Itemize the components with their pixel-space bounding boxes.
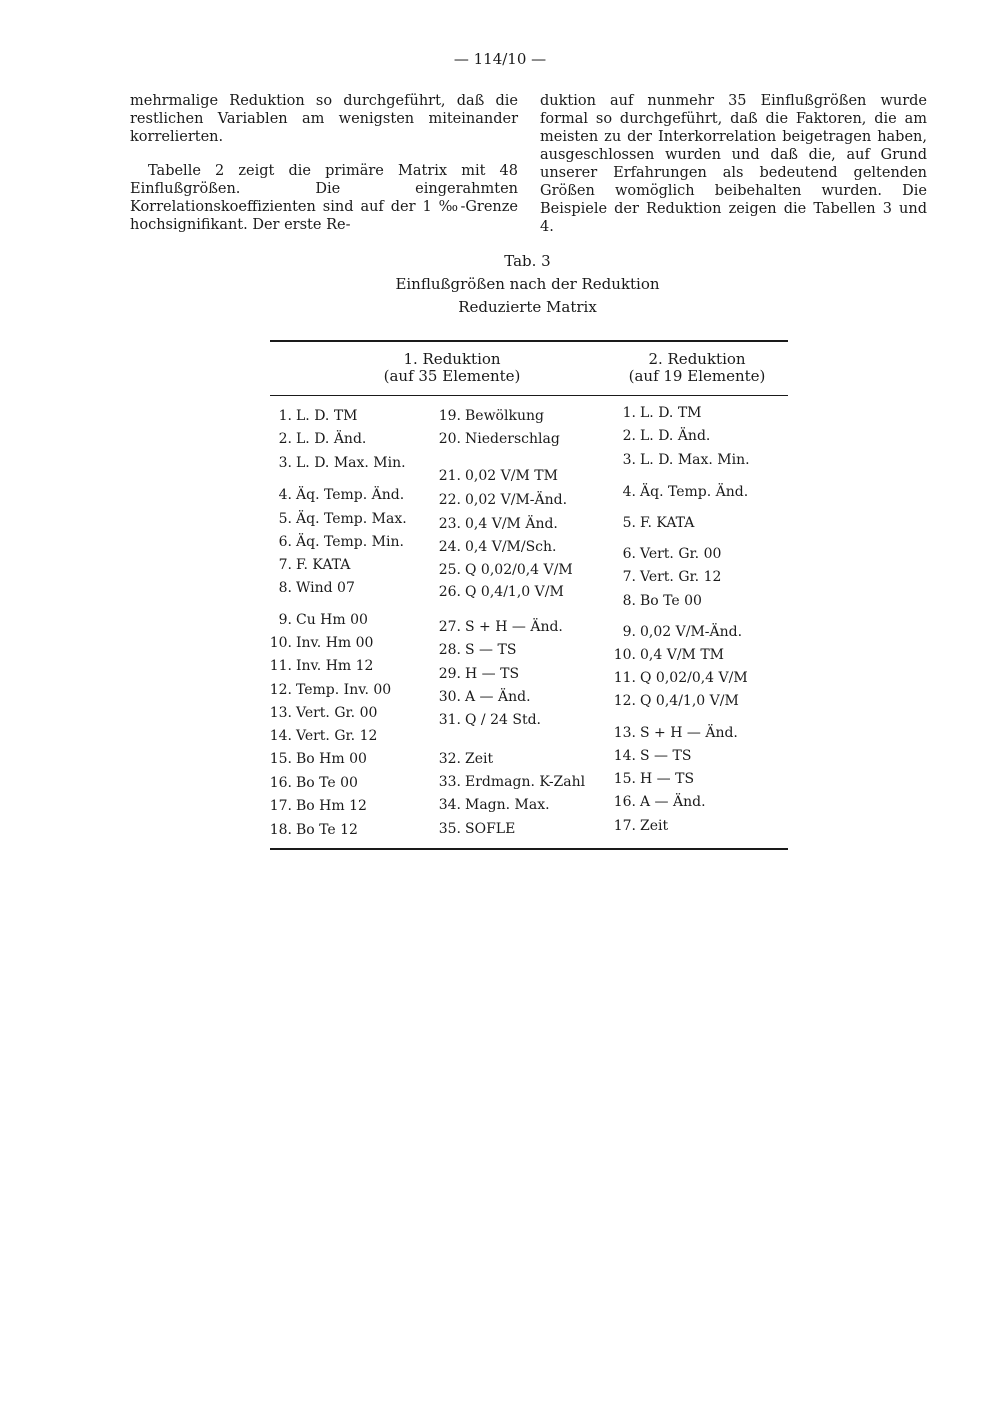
item-text: Vert. Gr. 00 xyxy=(640,546,722,562)
list-item xyxy=(268,408,358,424)
item-number: 2. xyxy=(622,428,636,444)
item-number: 3. xyxy=(622,452,636,468)
item-text: Inv. Hm 00 xyxy=(296,635,374,651)
item-number: 16. xyxy=(613,794,636,810)
item-text: Bo Te 00 xyxy=(296,775,358,791)
list-item xyxy=(268,798,367,814)
item-text: Äq. Temp. Max. xyxy=(296,511,407,527)
item-number: 21. xyxy=(438,468,461,484)
item-text: 0,4 V/M TM xyxy=(640,647,724,663)
item-number: 10. xyxy=(613,647,636,663)
list-item xyxy=(612,670,748,686)
item-text: A — Änd. xyxy=(640,794,706,810)
list-item xyxy=(437,516,558,532)
item-text: 0,4 V/M/Sch. xyxy=(465,539,557,555)
list-item xyxy=(437,797,550,813)
item-number: 1. xyxy=(622,405,636,421)
item-number: 14. xyxy=(269,728,292,744)
item-text: Äq. Temp. Änd. xyxy=(640,484,749,500)
item-text: Vert. Gr. 12 xyxy=(296,728,378,744)
item-number: 30. xyxy=(438,689,461,705)
item-text: 0,02 V/M-Änd. xyxy=(640,624,743,640)
list-item xyxy=(268,705,377,721)
item-text: 0,02 V/M TM xyxy=(465,468,558,484)
list-item xyxy=(612,405,702,421)
item-number: 14. xyxy=(613,748,636,764)
table-rule-top xyxy=(270,340,788,342)
item-text: Q 0,02/0,4 V/M xyxy=(465,562,573,578)
item-number: 5. xyxy=(278,511,292,527)
item-number: 10. xyxy=(269,635,292,651)
list-item xyxy=(268,658,373,674)
item-number: 29. xyxy=(438,666,461,682)
column-header-line: (auf 35 Elemente) xyxy=(383,367,521,385)
list-item xyxy=(437,562,573,578)
list-item xyxy=(612,771,694,787)
item-text: Q 0,4/1,0 V/M xyxy=(465,584,564,600)
item-text: F. KATA xyxy=(296,557,351,573)
item-text: S — TS xyxy=(640,748,692,764)
item-number: 31. xyxy=(438,712,461,728)
item-number: 13. xyxy=(269,705,292,721)
item-text: S — TS xyxy=(465,642,517,658)
text-column-right xyxy=(540,92,927,236)
column-header-line: 2. Reduktion xyxy=(648,350,746,368)
list-item xyxy=(437,774,585,790)
column-header-line: 1. Reduktion xyxy=(403,350,501,368)
item-text: H — TS xyxy=(640,771,695,787)
list-item xyxy=(437,431,560,447)
item-text: L. D. Max. Min. xyxy=(296,455,406,471)
list-item xyxy=(612,624,742,640)
list-item xyxy=(268,455,406,471)
item-text: L. D. Änd. xyxy=(640,428,711,444)
item-number: 13. xyxy=(613,725,636,741)
item-number: 11. xyxy=(269,658,292,674)
item-text: 0,4 V/M Änd. xyxy=(465,516,558,532)
list-item xyxy=(268,511,407,527)
item-number: 2. xyxy=(278,431,292,447)
item-text: A — Änd. xyxy=(465,689,531,705)
list-item xyxy=(268,557,350,573)
item-text: Äq. Temp. Änd. xyxy=(296,487,405,503)
item-number: 16. xyxy=(269,775,292,791)
item-number: 23. xyxy=(438,516,461,532)
list-item xyxy=(612,484,748,500)
list-item xyxy=(612,794,706,810)
item-text: Bewölkung xyxy=(465,408,544,424)
item-text: L. D. TM xyxy=(296,408,358,424)
item-number: 20. xyxy=(438,431,461,447)
item-number: 7. xyxy=(622,569,636,585)
column-header-line: (auf 19 Elemente) xyxy=(628,367,766,385)
list-item xyxy=(268,822,358,838)
item-number: 7. xyxy=(278,557,292,573)
item-text: Q / 24 Std. xyxy=(465,712,541,728)
item-number: 4. xyxy=(278,487,292,503)
list-item xyxy=(437,492,567,508)
item-number: 17. xyxy=(269,798,292,814)
item-number: 11. xyxy=(613,670,636,686)
item-number: 9. xyxy=(278,612,292,628)
item-text: Zeit xyxy=(640,818,669,834)
item-number: 27. xyxy=(438,619,461,635)
item-number: 6. xyxy=(622,546,636,562)
item-text: Wind 07 xyxy=(296,580,355,596)
list-item xyxy=(437,539,557,555)
item-number: 1. xyxy=(278,408,292,424)
item-number: 22. xyxy=(438,492,461,508)
item-text: Temp. Inv. 00 xyxy=(296,682,392,698)
list-item xyxy=(437,666,519,682)
item-text: 0,02 V/M-Änd. xyxy=(465,492,568,508)
column-header-reduktion-1 xyxy=(352,351,552,385)
item-number: 4. xyxy=(622,484,636,500)
item-text: Q 0,02/0,4 V/M xyxy=(640,670,748,686)
list-item xyxy=(268,682,391,698)
item-text: Cu Hm 00 xyxy=(296,612,368,628)
list-item xyxy=(612,693,739,709)
list-item xyxy=(268,534,404,550)
item-text: S + H — Änd. xyxy=(465,619,563,635)
item-number: 3. xyxy=(278,455,292,471)
list-item xyxy=(612,748,691,764)
item-number: 15. xyxy=(269,751,292,767)
item-number: 35. xyxy=(438,821,461,837)
item-number: 12. xyxy=(269,682,292,698)
item-text: H — TS xyxy=(465,666,520,682)
item-text: Erdmagn. K-Zahl xyxy=(465,774,586,790)
table-label: Tab. 3 xyxy=(504,252,551,270)
item-text: Äq. Temp. Min. xyxy=(296,534,404,550)
list-item xyxy=(268,751,367,767)
list-item xyxy=(437,751,493,767)
list-item xyxy=(437,619,563,635)
item-text: Q 0,4/1,0 V/M xyxy=(640,693,739,709)
item-text: S + H — Änd. xyxy=(640,725,738,741)
item-text: Bo Hm 12 xyxy=(296,798,367,814)
list-item xyxy=(268,612,368,628)
item-number: 33. xyxy=(438,774,461,790)
item-text: Vert. Gr. 12 xyxy=(640,569,722,585)
list-item xyxy=(437,689,531,705)
list-item xyxy=(268,487,404,503)
item-text: L. D. Änd. xyxy=(296,431,367,447)
item-text: L. D. TM xyxy=(640,405,702,421)
table-rule-mid xyxy=(270,395,788,396)
list-item xyxy=(437,821,515,837)
item-number: 32. xyxy=(438,751,461,767)
list-item xyxy=(268,728,377,744)
item-number: 15. xyxy=(613,771,636,787)
list-item xyxy=(612,818,668,834)
paragraph: duktion auf nunmehr 35 Einflußgrößen wurde formal so durchgeführt, daß die Faktoren, die am meisten zu der Interkorrelation beigetragen haben, ausgeschlossen wurden und daß die, auf Grund unserer Erfahrungen als bedeutend geltenden Größen womöglich beibehalten wurden. Die Beispiele der Reduktion zeigen die Tabellen 3 und 4. xyxy=(540,93,927,235)
item-text: SOFLE xyxy=(465,821,516,837)
list-item xyxy=(268,431,366,447)
list-item xyxy=(612,647,724,663)
list-item xyxy=(437,584,564,600)
list-item xyxy=(437,408,544,424)
item-number: 12. xyxy=(613,693,636,709)
list-item xyxy=(612,593,702,609)
item-number: 25. xyxy=(438,562,461,578)
text-column-left xyxy=(130,92,518,234)
item-number: 9. xyxy=(622,624,636,640)
list-item xyxy=(612,546,721,562)
item-text: Niederschlag xyxy=(465,431,560,447)
item-number: 8. xyxy=(278,580,292,596)
item-number: 28. xyxy=(438,642,461,658)
list-item xyxy=(437,468,558,484)
page-number: — 114/10 — xyxy=(453,50,547,68)
item-number: 34. xyxy=(438,797,461,813)
item-text: Bo Te 12 xyxy=(296,822,358,838)
item-text: Zeit xyxy=(465,751,494,767)
item-text: Vert. Gr. 00 xyxy=(296,705,378,721)
list-item xyxy=(612,725,738,741)
item-number: 24. xyxy=(438,539,461,555)
list-item xyxy=(437,712,541,728)
item-number: 19. xyxy=(438,408,461,424)
item-text: F. KATA xyxy=(640,515,695,531)
item-number: 18. xyxy=(269,822,292,838)
list-item xyxy=(437,642,516,658)
list-item xyxy=(268,635,373,651)
paragraph: mehrmalige Reduktion so durchgeführt, daß die restlichen Variablen am wenigsten miteinander korrelierten. xyxy=(130,93,518,145)
table-subtitle: Reduzierte Matrix xyxy=(458,298,597,316)
item-text: Inv. Hm 12 xyxy=(296,658,374,674)
list-item xyxy=(612,515,694,531)
item-number: 26. xyxy=(438,584,461,600)
item-number: 17. xyxy=(613,818,636,834)
list-item xyxy=(268,775,358,791)
list-item xyxy=(268,580,355,596)
item-number: 5. xyxy=(622,515,636,531)
column-header-reduktion-2 xyxy=(597,351,797,385)
table-title: Einflußgrößen nach der Reduktion xyxy=(395,275,660,293)
list-item xyxy=(612,452,750,468)
item-text: L. D. Max. Min. xyxy=(640,452,750,468)
item-text: Magn. Max. xyxy=(465,797,550,813)
item-text: Bo Te 00 xyxy=(640,593,702,609)
item-number: 8. xyxy=(622,593,636,609)
list-item xyxy=(612,428,710,444)
item-number: 6. xyxy=(278,534,292,550)
table-rule-bottom xyxy=(270,848,788,850)
item-text: Bo Hm 00 xyxy=(296,751,367,767)
list-item xyxy=(612,569,721,585)
paragraph: Tabelle 2 zeigt die primäre Matrix mit 48 Einflußgrößen. Die eingerahmten Korrelationskoeffizienten sind auf der 1 ‰-Grenze hochsignifikant. Der erste Re- xyxy=(130,163,518,233)
